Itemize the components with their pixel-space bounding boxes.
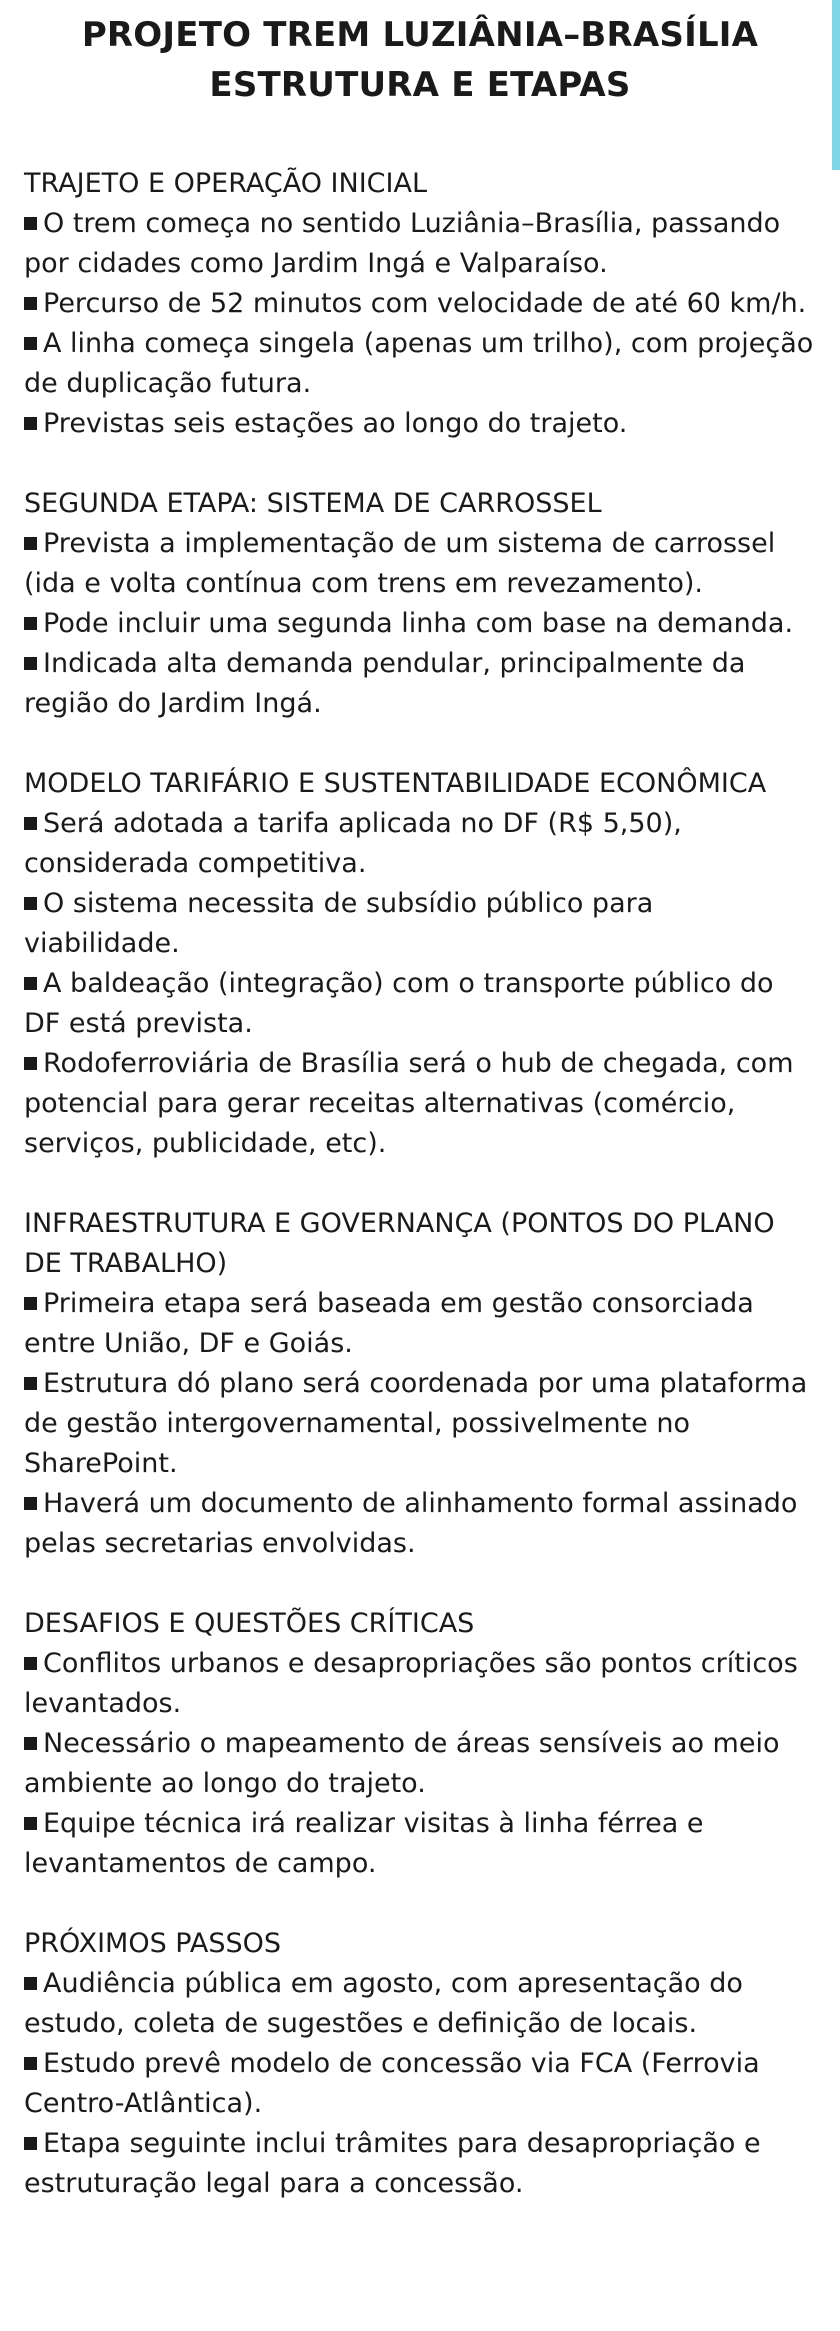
edge-accent-strip bbox=[832, 0, 840, 170]
square-bullet-icon bbox=[24, 657, 37, 670]
document-title bbox=[24, 10, 816, 110]
bullet-item-text: Pode incluir uma segunda linha com base na demanda. bbox=[43, 608, 794, 639]
bullet-item-text: Necessário o mapeamento de áreas sensíveis ao meio ambiente ao longo do trajeto. bbox=[24, 1728, 780, 1799]
square-bullet-icon bbox=[24, 817, 37, 830]
bullet-item-text: Prevista a implementação de um sistema de carrossel (ida e volta contínua com trens em revezamento). bbox=[24, 528, 776, 599]
bullet-item-text: Audiência pública em agosto, com apresentação do estudo, coleta de sugestões e definição de locais. bbox=[24, 1968, 743, 2039]
bullet-item bbox=[24, 964, 816, 1044]
bullet-item bbox=[24, 1044, 816, 1164]
bullet-item bbox=[24, 644, 816, 724]
bullet-item-text: Rodoferroviária de Brasília será o hub de chegada, com potencial para gerar receitas alternativas (comércio, serviços, publicidade, etc). bbox=[24, 1048, 794, 1159]
bullet-item-text: Primeira etapa será baseada em gestão consorciada entre União, DF e Goiás. bbox=[24, 1288, 754, 1359]
bullet-item bbox=[24, 204, 816, 284]
document bbox=[24, 10, 816, 2244]
bullet-item bbox=[24, 1804, 816, 1884]
section bbox=[24, 484, 816, 724]
square-bullet-icon bbox=[24, 417, 37, 430]
square-bullet-icon bbox=[24, 1737, 37, 1750]
bullet-item bbox=[24, 324, 816, 404]
section bbox=[24, 1924, 816, 2204]
section bbox=[24, 1604, 816, 1884]
section-heading: MODELO TARIFÁRIO E SUSTENTABILIDADE ECONÔMICA bbox=[24, 768, 767, 799]
bullet-item-text: Percurso de 52 minutos com velocidade de até 60 km/h. bbox=[43, 288, 807, 319]
bullet-item bbox=[24, 1964, 816, 2044]
bullet-item-text: A baldeação (integração) com o transporte público do DF está prevista. bbox=[24, 968, 774, 1039]
bullet-item bbox=[24, 1284, 816, 1364]
square-bullet-icon bbox=[24, 617, 37, 630]
square-bullet-icon bbox=[24, 537, 37, 550]
square-bullet-icon bbox=[24, 1297, 37, 1310]
bullet-item-text: A linha começa singela (apenas um trilho), com projeção de duplicação futura. bbox=[24, 328, 814, 399]
bullet-item bbox=[24, 804, 816, 884]
bullet-item bbox=[24, 604, 816, 644]
section-heading: DESAFIOS E QUESTÕES CRÍTICAS bbox=[24, 1608, 475, 1639]
bullet-item bbox=[24, 1644, 816, 1724]
section-heading: TRAJETO E OPERAÇÃO INICIAL bbox=[24, 168, 428, 199]
section-heading: SEGUNDA ETAPA: SISTEMA DE CARROSSEL bbox=[24, 488, 602, 519]
bullet-item bbox=[24, 284, 816, 324]
section bbox=[24, 764, 816, 1164]
bullet-item-text: O trem começa no sentido Luziânia–Brasília, passando por cidades como Jardim Ingá e Valparaíso. bbox=[24, 208, 781, 279]
square-bullet-icon bbox=[24, 1377, 37, 1390]
square-bullet-icon bbox=[24, 2137, 37, 2150]
square-bullet-icon bbox=[24, 1977, 37, 1990]
bullet-item bbox=[24, 404, 816, 444]
bullet-item-text: Estrutura dó plano será coordenada por uma plataforma de gestão intergovernamental, possivelmente no SharePoint. bbox=[24, 1368, 808, 1479]
square-bullet-icon bbox=[24, 1817, 37, 1830]
bullet-item bbox=[24, 1724, 816, 1804]
bullet-item-text: Haverá um documento de alinhamento formal assinado pelas secretarias envolvidas. bbox=[24, 1488, 798, 1559]
title-line-1: PROJETO TREM LUZIÂNIA–BRASÍLIA bbox=[81, 15, 759, 55]
bullet-item-text: Equipe técnica irá realizar visitas à linha férrea e levantamentos de campo. bbox=[24, 1808, 704, 1879]
bullet-item-text: Previstas seis estações ao longo do trajeto. bbox=[43, 408, 628, 439]
square-bullet-icon bbox=[24, 1497, 37, 1510]
bullet-item bbox=[24, 1364, 816, 1484]
section-heading: PRÓXIMOS PASSOS bbox=[24, 1928, 281, 1959]
bullet-item-text: Indicada alta demanda pendular, principalmente da região do Jardim Ingá. bbox=[24, 648, 746, 719]
title-line-2: ESTRUTURA E ETAPAS bbox=[209, 65, 631, 105]
bullet-item-text: Conflitos urbanos e desapropriações são pontos críticos levantados. bbox=[24, 1648, 798, 1719]
square-bullet-icon bbox=[24, 2057, 37, 2070]
bullet-item bbox=[24, 2044, 816, 2124]
bullet-item-text: Etapa seguinte inclui trâmites para desapropriação e estruturação legal para a concessão. bbox=[24, 2128, 761, 2199]
square-bullet-icon bbox=[24, 297, 37, 310]
section-heading: INFRAESTRUTURA E GOVERNANÇA (PONTOS DO PLANO DE TRABALHO) bbox=[24, 1208, 775, 1279]
bullet-item-text: O sistema necessita de subsídio público para viabilidade. bbox=[24, 888, 654, 959]
square-bullet-icon bbox=[24, 1057, 37, 1070]
bullet-item bbox=[24, 1484, 816, 1564]
square-bullet-icon bbox=[24, 1657, 37, 1670]
bullet-item bbox=[24, 884, 816, 964]
square-bullet-icon bbox=[24, 897, 37, 910]
square-bullet-icon bbox=[24, 337, 37, 350]
bullet-item bbox=[24, 524, 816, 604]
bullet-item-text: Estudo prevê modelo de concessão via FCA (Ferrovia Centro-Atlântica). bbox=[24, 2048, 760, 2119]
bullet-item-text: Será adotada a tarifa aplicada no DF (R$ 5,50), considerada competitiva. bbox=[24, 808, 682, 879]
section bbox=[24, 1204, 816, 1564]
square-bullet-icon bbox=[24, 977, 37, 990]
square-bullet-icon bbox=[24, 217, 37, 230]
bullet-item bbox=[24, 2124, 816, 2204]
sections-container bbox=[24, 164, 816, 2204]
section bbox=[24, 164, 816, 444]
